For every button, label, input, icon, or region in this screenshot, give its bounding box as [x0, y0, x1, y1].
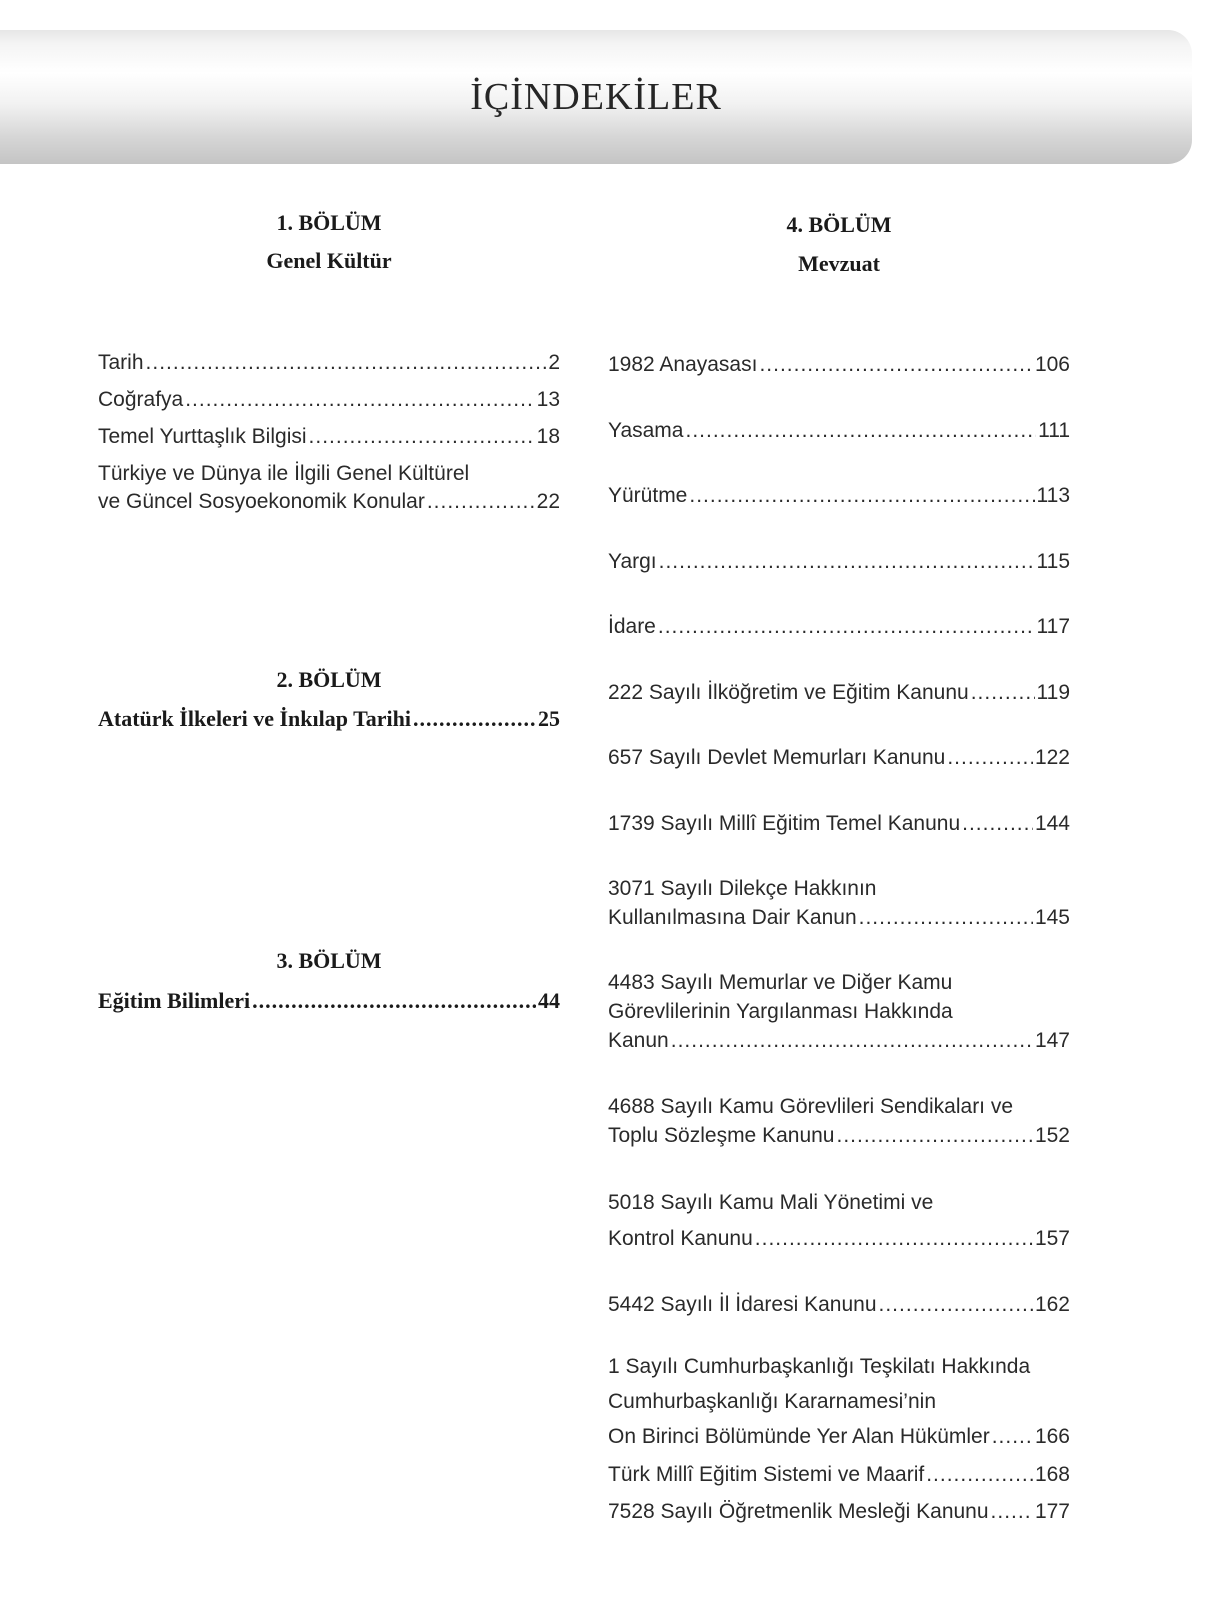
- entry-label: Temel Yurttaşlık Bilgisi: [98, 425, 307, 448]
- leader-dots: [689, 481, 1034, 510]
- entry-page: 177: [1034, 1500, 1070, 1523]
- entry-line-1: 3071 Sayılı Dilekçe Hakkının: [608, 877, 877, 900]
- toc-entry-4483-kanun[interactable]: [608, 1026, 1070, 1055]
- toc-entry-222-kanun[interactable]: [608, 678, 1070, 707]
- entry-page: 25: [538, 706, 560, 731]
- toc-entry-5442-kanun[interactable]: [608, 1290, 1070, 1319]
- leader-dots: [879, 1290, 1033, 1319]
- entry-label: On Birinci Bölümünde Yer Alan Hükümler: [608, 1425, 990, 1448]
- entry-page: 168: [1034, 1463, 1070, 1486]
- entry-label: Türk Millî Eğitim Sistemi ve Maarif: [608, 1463, 925, 1486]
- toc-entry-cografya[interactable]: [98, 385, 560, 414]
- entry-line-1: 5018 Sayılı Kamu Mali Yönetimi ve: [608, 1191, 934, 1214]
- entry-page: 113: [1036, 484, 1070, 507]
- leader-dots: [413, 704, 536, 733]
- title-banner: [0, 30, 1192, 164]
- leader-dots: [992, 1422, 1033, 1451]
- toc-entry-1739-kanun[interactable]: [608, 809, 1070, 838]
- toc-entry-tarih[interactable]: [98, 348, 560, 377]
- entry-page: 111: [1038, 419, 1070, 442]
- leader-dots: [991, 1497, 1033, 1526]
- entry-page: 115: [1036, 550, 1070, 573]
- entry-label: Atatürk İlkeleri ve İnkılap Tarihi: [98, 706, 411, 731]
- toc-entry-yurutme[interactable]: [608, 481, 1070, 510]
- entry-label: Kontrol Kanunu: [608, 1227, 753, 1250]
- entry-page: 147: [1034, 1029, 1070, 1052]
- entry-page: 166: [1034, 1425, 1070, 1448]
- entry-page: 145: [1034, 906, 1070, 929]
- leader-dots: [926, 1460, 1033, 1489]
- leader-dots: [146, 348, 547, 377]
- entry-label: Toplu Sözleşme Kanunu: [608, 1124, 835, 1147]
- toc-entry-657-kanun[interactable]: [608, 743, 1070, 772]
- section-2-number: 2. BÖLÜM: [276, 667, 382, 692]
- leader-dots: [971, 678, 1035, 707]
- leader-dots: [427, 487, 535, 516]
- toc-entry-yasama[interactable]: [608, 416, 1070, 445]
- entry-page: 2: [548, 351, 560, 374]
- leader-dots: [947, 743, 1033, 772]
- entry-page: 13: [536, 388, 560, 411]
- section-1-number: 1. BÖLÜM: [276, 210, 382, 235]
- entry-line-1: Türkiye ve Dünya ile İlgili Genel Kültürel: [98, 462, 470, 485]
- leader-dots: [962, 809, 1033, 838]
- toc-entry-temel-yurttaslik[interactable]: [98, 422, 560, 451]
- entry-line-1: 1 Sayılı Cumhurbaşkanlığı Teşkilatı Hakkında: [608, 1355, 1031, 1378]
- toc-entry-cbk-hukumler[interactable]: [608, 1422, 1070, 1451]
- toc-entry-4688-kanun[interactable]: [608, 1121, 1070, 1150]
- entry-page: 18: [536, 425, 560, 448]
- entry-label: 222 Sayılı İlköğretim ve Eğitim Kanunu: [608, 681, 969, 704]
- section-4-number: 4. BÖLÜM: [786, 212, 892, 237]
- leader-dots: [671, 1026, 1033, 1055]
- entry-line-2: Cumhurbaşkanlığı Kararnamesi’nin: [608, 1390, 936, 1413]
- leader-dots: [252, 986, 536, 1015]
- entry-label: 657 Sayılı Devlet Memurları Kanunu: [608, 746, 946, 769]
- entry-label: 7528 Sayılı Öğretmenlik Mesleği Kanunu: [608, 1500, 989, 1523]
- entry-line-2: Görevlilerinin Yargılanması Hakkında: [608, 1000, 953, 1023]
- entry-label: Yargı: [608, 550, 657, 573]
- entry-label: Yasama: [608, 419, 684, 442]
- entry-page: 106: [1034, 353, 1070, 376]
- entry-page: 152: [1034, 1124, 1070, 1147]
- section-3-number: 3. BÖLÜM: [276, 948, 382, 973]
- entry-page: 122: [1034, 746, 1070, 769]
- section-4-name: Mevzuat: [798, 251, 880, 276]
- page-title: İÇİNDEKİLER: [470, 76, 722, 118]
- toc-entry-3071-kanun[interactable]: [608, 903, 1070, 932]
- toc-entry-5018-kanun[interactable]: [608, 1224, 1070, 1253]
- entry-label: 1739 Sayılı Millî Eğitim Temel Kanunu: [608, 812, 961, 835]
- leader-dots: [685, 416, 1036, 445]
- entry-page: 117: [1036, 615, 1070, 638]
- entry-label: Kanun: [608, 1029, 669, 1052]
- leader-dots: [836, 1121, 1032, 1150]
- toc-entry-ataturk-ilkeleri[interactable]: [98, 704, 560, 733]
- leader-dots: [659, 547, 1035, 576]
- entry-label: Coğrafya: [98, 388, 184, 411]
- toc-entry-anayasa[interactable]: [608, 350, 1070, 379]
- leader-dots: [859, 903, 1033, 932]
- leader-dots: [185, 385, 534, 414]
- entry-page: 157: [1034, 1227, 1070, 1250]
- toc-entry-yargi[interactable]: [608, 547, 1070, 576]
- entry-label: ve Güncel Sosyoekonomik Konular: [98, 490, 425, 513]
- toc-entry-genel-kultur-konular[interactable]: [98, 487, 560, 516]
- entry-label: Kullanılmasına Dair Kanun: [608, 906, 857, 929]
- entry-label: İdare: [608, 615, 656, 638]
- toc-entry-egitim-bilimleri[interactable]: [98, 986, 560, 1015]
- entry-page: 162: [1034, 1293, 1070, 1316]
- section-1-name: Genel Kültür: [266, 248, 392, 273]
- leader-dots: [309, 422, 535, 451]
- entry-page: 22: [536, 490, 560, 513]
- entry-label: Yürütme: [608, 484, 688, 507]
- entry-label: Eğitim Bilimleri: [98, 988, 251, 1013]
- toc-entry-7528-kanun[interactable]: [608, 1497, 1070, 1526]
- leader-dots: [759, 350, 1033, 379]
- toc-entry-idare[interactable]: [608, 612, 1070, 641]
- entry-line-1: 4483 Sayılı Memurlar ve Diğer Kamu: [608, 971, 953, 994]
- entry-line-1: 4688 Sayılı Kamu Görevlileri Sendikaları ve: [608, 1095, 1014, 1118]
- entry-page: 119: [1036, 681, 1070, 704]
- entry-page: 144: [1034, 812, 1070, 835]
- entry-page: 44: [538, 988, 560, 1013]
- entry-label: Tarih: [98, 351, 144, 374]
- toc-entry-maarif[interactable]: [608, 1460, 1070, 1489]
- entry-label: 5442 Sayılı İl İdaresi Kanunu: [608, 1293, 877, 1316]
- leader-dots: [755, 1224, 1033, 1253]
- entry-label: 1982 Anayasası: [608, 353, 758, 376]
- leader-dots: [658, 612, 1035, 641]
